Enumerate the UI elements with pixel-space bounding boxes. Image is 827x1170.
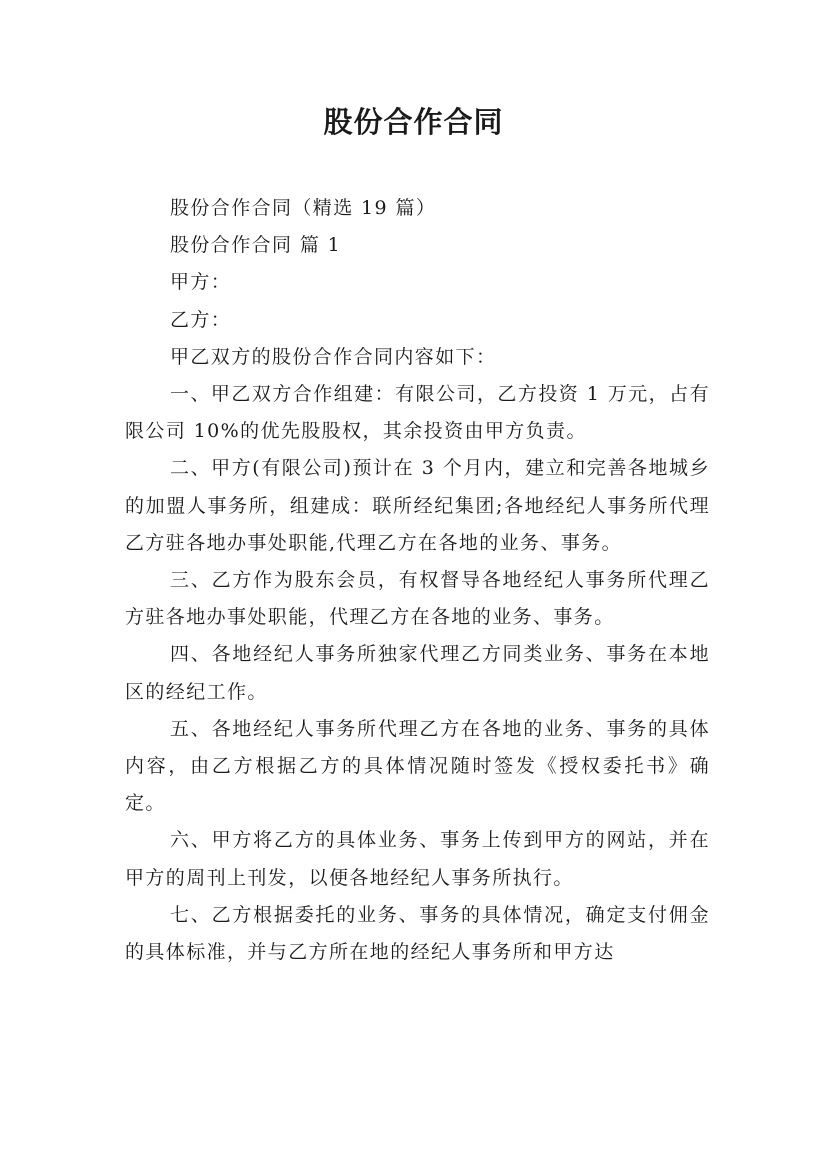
document-body	[125, 190, 710, 971]
subtitle-paragraph: 股份合作合同（精选 19 篇）	[170, 197, 437, 219]
clause-2: 二、甲方(有限公司)预计在 3 个月内，建立和完善各地城乡的加盟人事务所，组建成：联所经纪集团;各地经纪人事务所代理乙方驻各地办事处职能,代理乙方在各地的业务、事务。	[125, 457, 710, 554]
clause-1: 一、甲乙双方合作组建：有限公司，乙方投资 1 万元，占有限公司 10%的优先股股权，其余投资由甲方负责。	[125, 383, 710, 443]
party-a-line: 甲方：	[170, 271, 232, 294]
clause-6: 六、甲方将乙方的具体业务、事务上传到甲方的网站，并在甲方的周刊上刊发，以便各地经纪人事务所执行。	[125, 829, 710, 889]
clause-5: 五、各地经纪人事务所代理乙方在各地的业务、事务的具体内容，由乙方根据乙方的具体情况随时签发《授权委托书》确定。	[125, 717, 710, 815]
clause-3: 三、乙方作为股东会员，有权督导各地经纪人事务所代理乙方驻各地办事处职能，代理乙方在各地的业务、事务。	[125, 569, 710, 629]
intro-paragraph: 甲乙双方的股份合作合同内容如下：	[170, 345, 497, 368]
clause-7: 七、乙方根据委托的业务、事务的具体情况，确定支付佣金的具体标准，并与乙方所在地的经纪人事务所和甲方达	[125, 903, 710, 964]
party-b-line: 乙方：	[170, 308, 232, 331]
document-title: 股份合作合同	[323, 105, 504, 139]
clause-4: 四、各地经纪人事务所独家代理乙方同类业务、事务在本地区的经纪工作。	[125, 643, 710, 703]
section-heading: 股份合作合同 篇 1	[170, 234, 342, 257]
